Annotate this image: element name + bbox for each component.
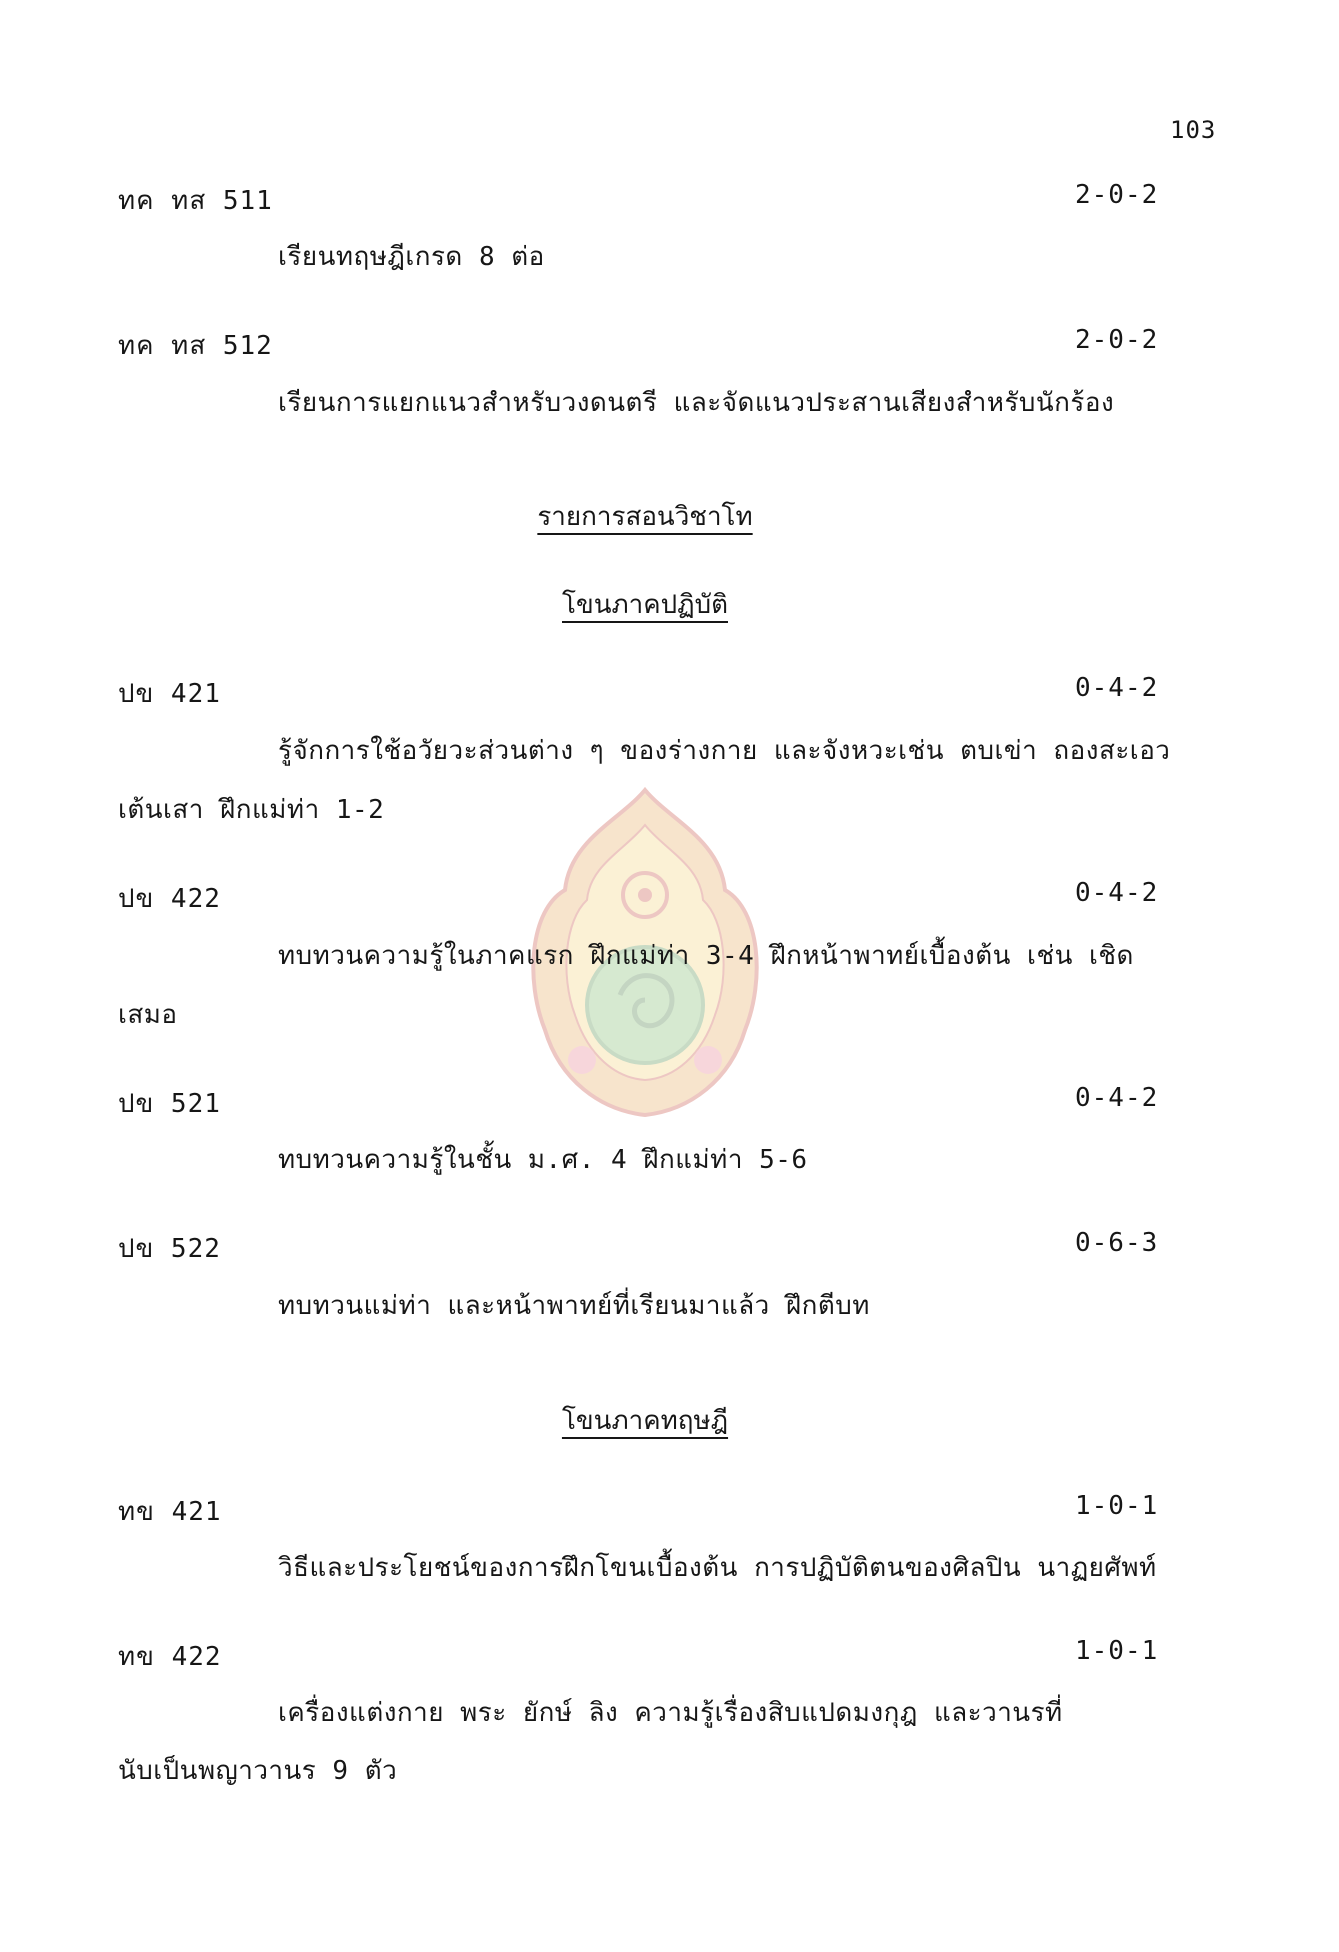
course-description: รู้จักการใช้อวัยวะส่วนต่าง ๆ ของร่างกาย และจังหวะเช่น ตบเข่า ถองสะเอว bbox=[278, 736, 1171, 766]
course-code: ปข 522 bbox=[118, 1234, 221, 1264]
course-code: ทข 422 bbox=[118, 1642, 222, 1672]
course-description: ทบทวนแม่ท่า และหน้าพาทย์ที่เรียนมาแล้ว ฝึกตีบท bbox=[278, 1291, 870, 1321]
course-code: ทค ทส 512 bbox=[118, 331, 273, 361]
course-code: ทค ทส 511 bbox=[118, 186, 273, 216]
section-title: รายการสอนวิชาโท bbox=[537, 502, 753, 532]
course-credit: 2-0-2 bbox=[1075, 180, 1159, 210]
course-credit: 2-0-2 bbox=[1075, 325, 1159, 355]
course-description: วิธีและประโยชน์ของการฝึกโขนเบื้องต้น การปฏิบัติตนของศิลปิน นาฏยศัพท์ bbox=[278, 1553, 1157, 1583]
course-description: เครื่องแต่งกาย พระ ยักษ์ ลิง ความรู้เรื่องสิบแปดมงกุฎ และวานรที่ bbox=[278, 1698, 1063, 1728]
course-description-continuation: เต้นเสา ฝึกแม่ท่า 1-2 bbox=[118, 795, 385, 825]
theory-heading: โขนภาคทฤษฎี bbox=[561, 1406, 729, 1436]
course-credit: 0-4-2 bbox=[1075, 1083, 1159, 1113]
course-code: ทข 421 bbox=[118, 1497, 222, 1527]
course-credit: 0-6-3 bbox=[1075, 1228, 1159, 1258]
course-code: ปข 421 bbox=[118, 679, 221, 709]
course-description-continuation: นับเป็นพญาวานร 9 ตัว bbox=[118, 1756, 398, 1786]
page-number: 103 bbox=[1170, 116, 1217, 144]
course-description: เรียนการแยกแนวสำหรับวงดนตรี และจัดแนวประสานเสียงสำหรับนักร้อง bbox=[278, 388, 1115, 418]
course-description: ทบทวนความรู้ในชั้น ม.ศ. 4 ฝึกแม่ท่า 5-6 bbox=[278, 1145, 808, 1175]
course-credit: 0-4-2 bbox=[1075, 673, 1159, 703]
course-credit: 1-0-1 bbox=[1075, 1491, 1159, 1521]
course-description: ทบทวนความรู้ในภาคแรก ฝึกแม่ท่า 3-4 ฝึกหน้าพาทย์เบื้องต้น เช่น เชิด bbox=[278, 941, 1134, 971]
course-code: ปข 521 bbox=[118, 1089, 221, 1119]
course-credit: 0-4-2 bbox=[1075, 878, 1159, 908]
course-description: เรียนทฤษฎีเกรด 8 ต่อ bbox=[278, 242, 545, 272]
course-credit: 1-0-1 bbox=[1075, 1636, 1159, 1666]
course-code: ปข 422 bbox=[118, 884, 221, 914]
practice-heading: โขนภาคปฏิบัติ bbox=[562, 590, 728, 620]
course-description-continuation: เสมอ bbox=[118, 1000, 178, 1030]
